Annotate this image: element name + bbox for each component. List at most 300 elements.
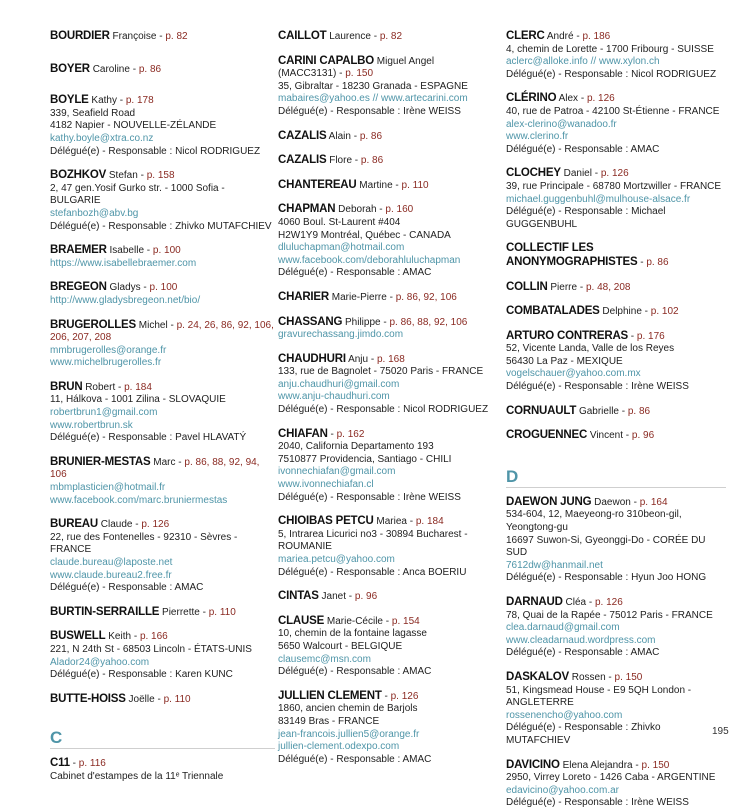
page-reference[interactable]: p. 86 — [359, 130, 383, 142]
page-reference[interactable]: p. 178 — [125, 95, 154, 107]
address-text: 16697 Suwon-Si, Gyeonggi-Do - CORÉE DU SUD — [506, 534, 706, 559]
artist-given-name: Pierre — [550, 281, 578, 293]
artist-entry — [50, 381, 275, 445]
artist-name: BOURDIER — [50, 30, 110, 42]
page-reference[interactable]: p. 162 — [336, 428, 365, 440]
address-line — [278, 230, 503, 243]
section-divider — [506, 487, 726, 488]
section-divider — [50, 748, 275, 749]
contact-link[interactable] — [50, 133, 275, 146]
address-line — [278, 628, 503, 641]
address-text: 4060 Boul. St-Laurent #404 — [278, 216, 401, 228]
artist-entry — [278, 690, 503, 767]
entry-heading: BUTTE-HOISS Joëlle - p. 110 — [50, 692, 191, 705]
page-reference[interactable]: p. 186 — [582, 31, 611, 42]
page-reference[interactable]: p. 86 — [138, 63, 162, 75]
entry-heading: BOURDIER Françoise - p. 82 — [50, 30, 188, 42]
artist-entry — [50, 518, 275, 595]
artist-name: BRUNIER-MESTAS — [50, 455, 151, 468]
artist-entry — [50, 319, 275, 370]
artist-given-name: Claude — [100, 519, 133, 531]
contact-link[interactable] — [506, 560, 726, 573]
address-line — [506, 356, 726, 369]
artist-name: DASKALOV — [506, 670, 569, 683]
page-reference[interactable]: p. 166 — [139, 631, 168, 643]
entry-heading: CLAUSE Marie-Cécile - p. 154 — [278, 614, 420, 627]
contact-link-text[interactable]: http://www.gladysbregeon.net/bio/ — [50, 294, 201, 306]
page-reference[interactable]: p. 154 — [391, 615, 420, 627]
artist-entry — [506, 429, 726, 443]
entry-heading: JULLIEN CLEMENT - p. 126 — [278, 689, 419, 702]
address-text: Délégué(e) - Responsable : AMAC — [506, 647, 660, 659]
address-text: Délégué(e) - Responsable : Irène WEISS — [278, 105, 461, 117]
address-text: Délégué(e) - Responsable : AMAC — [506, 143, 660, 155]
contact-link[interactable] — [50, 295, 275, 308]
contact-link-text[interactable]: edavicino@yahoo.com.ar — [506, 784, 619, 796]
address-text: Délégué(e) - Responsable : Hyun Joo HONG — [506, 572, 707, 584]
address-text: Délégué(e) - Responsable : Pavel HLAVATÝ — [50, 432, 247, 444]
address-line — [50, 221, 275, 234]
address-line — [506, 343, 726, 356]
address-line — [278, 454, 503, 467]
directory-column-1 — [50, 30, 275, 784]
page-reference[interactable]: p. 116 — [78, 758, 106, 770]
page-reference[interactable]: p. 86 — [360, 155, 384, 167]
address-line — [50, 394, 275, 407]
contact-link-text[interactable]: mbmplasticien@hotmail.fr — [50, 482, 166, 494]
address-text: 4, chemin de Lorette - 1700 Fribourg - SUISSE — [506, 43, 714, 55]
artist-name: CHARIER — [278, 290, 329, 303]
artist-entry — [50, 169, 275, 233]
contact-link-text[interactable]: mariea.petcu@yahoo.com — [278, 554, 395, 565]
contact-link[interactable] — [278, 741, 503, 754]
contact-link-text[interactable]: 7612dw@hanmail.net — [506, 559, 603, 571]
artist-name: BOYLE — [50, 94, 89, 107]
artist-name: BREGEON — [50, 281, 107, 294]
artist-name: CAZALIS — [278, 154, 327, 167]
entry-heading: BRUGEROLLES Michel - p. 24, 26, 86, 92, 106, 206, 207, 208 — [50, 318, 274, 344]
page-reference[interactable]: p. 164 — [639, 496, 668, 508]
address-line — [50, 146, 275, 159]
page-reference[interactable]: p. 96 — [354, 591, 378, 603]
address-line — [278, 641, 503, 654]
page-reference[interactable]: p. 86 — [646, 256, 669, 268]
address-text: 7510877 Providencia, Santiago - CHILI — [278, 453, 452, 465]
contact-link-text[interactable]: dluluchapman@hotmail.com — [278, 242, 405, 254]
address-line — [50, 120, 275, 133]
contact-link-text[interactable]: www.claude.bureau2.free.fr — [50, 569, 172, 581]
entry-heading: BUREAU Claude - p. 126 — [50, 518, 170, 531]
entry-heading: DARNAUD Cléa - p. 126 — [506, 596, 623, 608]
artist-entry — [278, 179, 503, 193]
artist-given-name: Anju — [348, 353, 369, 365]
artist-name: COMBATALADES — [506, 305, 600, 318]
entry-heading: CLÉRINO Alex - p. 126 — [506, 92, 615, 105]
directory-column-2 — [278, 30, 503, 766]
page-reference[interactable]: p. 100 — [149, 282, 178, 294]
artist-entry — [506, 759, 726, 810]
entry-heading: ARTURO CONTRERAS - p. 176 — [506, 329, 665, 342]
page-reference[interactable]: p. 158 — [146, 170, 175, 182]
address-text: Délégué(e) - Responsable : Karen KUNC — [50, 669, 233, 681]
address-text: 2, 47 gen.Yosif Gurko str. - 1000 Sofia - BULGARIE — [50, 182, 225, 207]
artist-name: CHAPMAN — [278, 203, 336, 216]
artist-entry — [278, 203, 503, 280]
entry-heading: CHAPMAN Deborah - p. 160 — [278, 203, 414, 216]
artist-name: CARINI CAPALBO — [278, 54, 375, 67]
artist-given-name: Joëlle — [128, 693, 155, 705]
contact-link[interactable] — [50, 258, 275, 271]
page-reference[interactable]: p. 24, 26, 86, 92, 106, 206, 207, 208 — [50, 319, 274, 344]
address-line — [506, 535, 726, 560]
page-number: 195 — [712, 726, 729, 737]
page-reference[interactable]: p. 150 — [641, 759, 670, 771]
contact-link-text[interactable]: mabaires@yahoo.es // www.artecarini.com — [278, 93, 468, 105]
page-reference[interactable]: p. 86, 92, 106 — [395, 291, 457, 303]
page-reference[interactable]: p. 150 — [614, 671, 643, 683]
entry-heading: CAZALIS Alain - p. 86 — [278, 129, 383, 142]
page-reference[interactable]: p. 48, 208 — [585, 281, 631, 293]
address-text: 221, N 24th St - 68503 Lincoln - ÉTATS-UNIS — [50, 643, 252, 655]
entry-heading: DAEWON JUNG Daewon - p. 164 — [506, 495, 668, 508]
contact-link[interactable] — [50, 482, 275, 495]
address-line — [50, 108, 275, 121]
address-line — [50, 771, 275, 784]
artist-name: DAVICINO — [506, 758, 560, 771]
address-line — [50, 644, 275, 657]
address-text: 10, chemin de la fontaine lagasse — [278, 628, 427, 640]
artist-given-name: Deborah — [338, 204, 377, 216]
contact-link-text[interactable]: claude.bureau@laposte.net — [50, 557, 173, 568]
address-line — [278, 441, 503, 454]
address-text: Délégué(e) - Responsable : Zhivko MUTAFCHIEV — [50, 220, 272, 232]
artist-name: COLLECTIF LES ANONYMOGRAPHISTES — [506, 242, 638, 268]
address-text: 39, rue Principale - 68780 Mortzwiller - FRANCE — [506, 180, 722, 192]
contact-link-text[interactable]: Alador24@yahoo.com — [50, 656, 150, 668]
contact-link[interactable] — [278, 379, 503, 392]
address-text: 78, Quai de la Rapée - 75012 Paris - FRANCE — [506, 609, 713, 621]
contact-link-text[interactable]: kathy.boyle@xtra.co.nz — [50, 132, 154, 144]
artist-given-name: Janet — [321, 591, 347, 603]
entry-heading: CORNUAULT Gabrielle - p. 86 — [506, 404, 651, 417]
entry-heading: CHIOIBAS PETCU Mariea - p. 184 — [278, 515, 444, 528]
contact-link[interactable] — [278, 242, 503, 255]
address-line — [278, 404, 503, 417]
contact-link-text[interactable]: www.facebook.com/marc.bruniermestas — [50, 494, 228, 506]
artist-name: CHANTEREAU — [278, 178, 357, 191]
artist-entry — [278, 130, 503, 144]
address-text: 51, Kingsmead House - E9 5QH London - ANGLETERRE — [506, 684, 692, 709]
artist-name: CLAUSE — [278, 614, 325, 627]
address-text: Cabinet d'estampes de la 11ᵉ Triennale — [50, 770, 224, 782]
entry-heading: BRAEMER Isabelle - p. 100 — [50, 244, 181, 257]
page-reference[interactable]: p. 102 — [650, 306, 679, 318]
entry-heading: COLLIN Pierre - p. 48, 208 — [506, 280, 631, 293]
artist-name: CLERC — [506, 30, 545, 42]
address-line — [50, 183, 275, 208]
artist-name: BRUN — [50, 380, 83, 393]
artist-given-name: Rossen — [571, 671, 606, 683]
entry-heading: C11 - p. 116 — [50, 757, 106, 770]
page-reference[interactable]: p. 126 — [141, 519, 170, 531]
artist-name: BURTIN-SERRAILLE — [50, 605, 160, 618]
artist-entry — [50, 693, 275, 707]
contact-link-text[interactable]: robertbrun1@gmail.com — [50, 407, 158, 419]
address-line — [278, 666, 503, 679]
address-line — [278, 492, 503, 505]
page-reference[interactable]: p. 126 — [595, 597, 623, 608]
entry-heading: CHAUDHURI Anju - p. 168 — [278, 352, 405, 365]
page-reference[interactable]: p. 82 — [165, 31, 188, 42]
artist-entry — [506, 281, 726, 295]
contact-link[interactable] — [278, 479, 503, 492]
address-line — [278, 567, 503, 580]
artist-name: CHASSANG — [278, 315, 343, 328]
address-text: Délégué(e) - Responsable : Nicol RODRIGUEZ — [50, 145, 261, 157]
contact-link-text[interactable]: jean-francois.jullien5@orange.fr — [278, 728, 420, 740]
artist-entry — [50, 630, 275, 681]
artist-given-name: Gabrielle — [578, 405, 619, 417]
address-text: Délégué(e) - Responsable : Anca BOERIU — [278, 566, 467, 578]
artist-given-name: Stefan — [108, 170, 138, 182]
contact-link[interactable] — [506, 119, 726, 132]
contact-link[interactable] — [506, 635, 726, 648]
contact-link[interactable] — [506, 131, 726, 144]
contact-link-text[interactable]: www.anju-chaudhuri.com — [278, 391, 390, 403]
entry-heading: COMBATALADES Delphine - p. 102 — [506, 305, 679, 318]
contact-link-text[interactable]: https://www.isabellebraemer.com — [50, 257, 197, 269]
artist-given-name: Marie-Pierre — [331, 291, 387, 303]
artist-given-name: André — [546, 31, 574, 42]
page-reference[interactable]: p. 176 — [636, 330, 665, 342]
artist-name: CROGUENNEC — [506, 429, 588, 442]
artist-entry — [278, 615, 503, 679]
page-reference[interactable]: p. 184 — [124, 381, 152, 393]
address-text: 22, rue des Fontenelles - 92310 - Sèvres - FRANCE — [50, 531, 238, 556]
address-line — [278, 81, 503, 94]
artist-name: ARTURO CONTRERAS — [506, 329, 629, 342]
artist-entry — [278, 515, 503, 579]
entry-heading: CROGUENNEC Vincent - p. 96 — [506, 429, 655, 442]
contact-link[interactable] — [278, 391, 503, 404]
artist-name: DAEWON JUNG — [506, 495, 592, 508]
contact-link-text[interactable]: www.clerino.fr — [506, 131, 569, 143]
address-line — [506, 572, 726, 585]
contact-link-text[interactable]: alex-clerino@wanadoo.fr — [506, 118, 617, 130]
artist-entry — [278, 291, 503, 305]
contact-link[interactable] — [50, 345, 275, 358]
page-reference[interactable]: p. 126 — [586, 93, 615, 105]
contact-link[interactable] — [506, 710, 726, 723]
contact-link-text[interactable]: www.robertbrun.sk — [50, 419, 133, 431]
contact-link[interactable] — [50, 495, 275, 508]
contact-link[interactable] — [50, 208, 275, 221]
entry-heading — [278, 55, 503, 69]
artist-name: COLLIN — [506, 280, 548, 293]
page-reference[interactable]: p. 168 — [376, 353, 405, 365]
address-line — [278, 754, 503, 767]
contact-link[interactable] — [50, 557, 275, 570]
address-text: (MACC3131) — [278, 68, 337, 80]
artist-given-name: Gladys — [109, 282, 141, 294]
artist-given-name: Michel — [138, 319, 168, 331]
address-text: 339, Seafield Road — [50, 107, 136, 119]
artist-name: CAZALIS — [278, 129, 327, 142]
artist-entry — [50, 456, 275, 507]
page-reference[interactable]: p. 110 — [163, 693, 191, 705]
contact-link-text[interactable]: rossenencho@yahoo.com — [506, 709, 623, 721]
artist-name: DARNAUD — [506, 596, 563, 608]
artist-entry — [278, 55, 503, 119]
directory-column-3 — [506, 30, 726, 810]
artist-name: C11 — [50, 757, 70, 770]
contact-link[interactable] — [50, 357, 275, 370]
entry-heading: DAVICINO Elena Alejandra - p. 150 — [506, 758, 670, 771]
artist-entry — [278, 353, 503, 417]
address-text: Délégué(e) - Responsable : Zhivko MUTAFCHIEV — [506, 722, 661, 746]
address-text: Délégué(e) - Responsable : AMAC — [278, 666, 432, 678]
contact-link-text[interactable]: gravurechassang.jimdo.com — [278, 329, 404, 341]
entry-heading: CHIAFAN - p. 162 — [278, 427, 365, 440]
contact-link[interactable] — [506, 368, 726, 381]
address-text: Délégué(e) - Responsable : AMAC — [278, 267, 432, 279]
address-line — [506, 772, 726, 785]
address-text: Délégué(e) - Responsable : Nicol RODRIGUEZ — [278, 404, 489, 416]
address-line: (MACC3131) - p. 150 — [278, 68, 374, 80]
page-reference[interactable]: p. 86 — [627, 405, 651, 417]
artist-given-name: Martine — [359, 179, 393, 191]
artist-given-name: Flore — [329, 155, 353, 167]
contact-link[interactable] — [278, 654, 503, 667]
contact-link[interactable] — [50, 407, 275, 420]
contact-link-text[interactable]: clea.darnaud@gmail.com — [506, 622, 620, 634]
entry-heading: CAZALIS Flore - p. 86 — [278, 154, 384, 167]
page-reference[interactable]: p. 150 — [345, 68, 374, 80]
address-text: Délégué(e) - Responsable : AMAC — [50, 582, 204, 594]
artist-given-name: Philippe — [345, 316, 381, 328]
page-reference[interactable]: p. 126 — [390, 690, 419, 702]
contact-link-text[interactable]: stefanbozh@abv.bg — [50, 207, 139, 219]
artist-given-name: Vincent — [589, 430, 624, 442]
artist-name: CLOCHEY — [506, 167, 561, 180]
contact-link[interactable] — [506, 622, 726, 635]
entry-heading: DASKALOV Rossen - p. 150 — [506, 670, 643, 683]
contact-link[interactable] — [278, 255, 503, 268]
contact-link-text[interactable]: anju.chaudhuri@gmail.com — [278, 378, 400, 390]
contact-link-text[interactable]: aclerc@alloke.info // www.xylon.ch — [506, 56, 660, 68]
contact-link-text[interactable]: vogelschauer@yahoo.com.mx — [506, 368, 641, 380]
address-text: Délégué(e) - Responsable : Nicol RODRIGUEZ — [506, 68, 717, 80]
contact-link[interactable] — [278, 729, 503, 742]
contact-link[interactable] — [278, 93, 503, 106]
artist-entry — [278, 154, 503, 168]
address-line — [278, 106, 503, 119]
contact-link-text[interactable]: www.michelbrugerolles.fr — [50, 357, 162, 369]
artist-given-name: Alain — [328, 130, 351, 142]
address-line — [506, 69, 726, 82]
address-line — [506, 610, 726, 623]
contact-link[interactable] — [50, 657, 275, 670]
artist-entry — [50, 94, 275, 158]
page-reference[interactable]: p. 126 — [600, 168, 629, 180]
artist-given-name: Delphine — [602, 306, 642, 318]
artist-given-name: Caroline — [92, 63, 130, 75]
page-reference[interactable]: p. 110 — [208, 606, 236, 618]
address-text: Délégué(e) - Responsable : Irène WEISS — [506, 797, 689, 809]
contact-link-text[interactable]: clausemc@msn.com — [278, 653, 371, 665]
artist-given-name: Marc — [153, 456, 176, 468]
artist-entry — [506, 671, 726, 748]
artist-given-name: Alex — [558, 93, 579, 105]
contact-link[interactable] — [506, 785, 726, 798]
entry-heading: BOYLE Kathy - p. 178 — [50, 94, 154, 107]
page-reference[interactable]: p. 160 — [385, 204, 414, 216]
page-reference[interactable]: p. 110 — [401, 179, 429, 191]
artist-name: CAILLOT — [278, 30, 327, 42]
address-line — [506, 206, 726, 231]
artist-name: BOYER — [50, 62, 90, 75]
address-line — [506, 722, 726, 747]
artist-name: JULLIEN CLEMENT — [278, 689, 382, 702]
address-text: 4182 Napier - NOUVELLE-ZÉLANDE — [50, 120, 217, 132]
page-reference[interactable]: p. 86, 88, 92, 94, 106 — [50, 456, 260, 481]
entry-heading: CHARIER Marie-Pierre - p. 86, 92, 106 — [278, 290, 457, 303]
artist-entry — [506, 305, 726, 319]
contact-link-text[interactable]: www.cleadarnaud.wordpress.com — [506, 634, 656, 646]
address-text: 534-604, 12, Maeyeong-ro 310beon-gil, Yeongtong-gu — [506, 509, 682, 534]
contact-link[interactable] — [506, 56, 726, 69]
artist-name: BUTTE-HOISS — [50, 692, 126, 705]
address-text: Délégué(e) - Responsable : Irène WEISS — [278, 491, 461, 503]
page-reference[interactable]: p. 82 — [379, 31, 403, 42]
address-line — [506, 797, 726, 810]
artist-name: CHAUDHURI — [278, 352, 346, 365]
address-text: 5650 Walcourt - BELGIQUE — [278, 640, 403, 652]
page-reference[interactable]: p. 86, 88, 92, 106 — [389, 316, 468, 328]
address-text: 83149 Bras - FRANCE — [278, 715, 380, 727]
entry-heading: CHASSANG Philippe - p. 86, 88, 92, 106 — [278, 315, 468, 328]
address-text: 133, rue de Bagnolet - 75020 Paris - FRANCE — [278, 366, 484, 378]
contact-link[interactable] — [278, 554, 503, 567]
artist-entry — [50, 30, 275, 44]
artist-entry — [278, 428, 503, 505]
contact-link-text[interactable]: mmbrugerolles@orange.fr — [50, 344, 167, 356]
contact-link[interactable] — [50, 570, 275, 583]
contact-link-text[interactable]: ivonnechiafan@gmail.com — [278, 466, 396, 478]
artist-entry — [278, 30, 503, 44]
artist-entry — [506, 30, 726, 81]
artist-given-name: Marie-Cécile — [326, 615, 383, 627]
contact-link-text[interactable]: www.ivonnechiafan.cl — [278, 479, 374, 491]
contact-link-text[interactable]: michael.guggenbuhl@mulhouse-alsace.fr — [506, 193, 691, 205]
contact-link-text[interactable]: jullien-clement.odexpo.com — [278, 741, 400, 753]
page-reference[interactable]: p. 96 — [631, 430, 655, 442]
contact-link[interactable] — [506, 194, 726, 207]
entry-heading: CLERC André - p. 186 — [506, 30, 611, 42]
contact-link-text[interactable]: www.facebook.com/deborahluluchapman — [278, 254, 461, 266]
artist-given-name: Keith — [108, 631, 132, 643]
page-reference[interactable]: p. 184 — [415, 516, 444, 528]
artist-name: CORNUAULT — [506, 404, 577, 417]
entry-heading: BUSWELL Keith - p. 166 — [50, 630, 168, 643]
address-line — [50, 582, 275, 595]
page-reference[interactable]: p. 100 — [152, 245, 181, 257]
contact-link[interactable] — [278, 466, 503, 479]
entry-heading: BREGEON Gladys - p. 100 — [50, 281, 178, 294]
contact-link[interactable] — [50, 420, 275, 433]
contact-link[interactable] — [278, 329, 503, 342]
address-line — [506, 44, 726, 57]
